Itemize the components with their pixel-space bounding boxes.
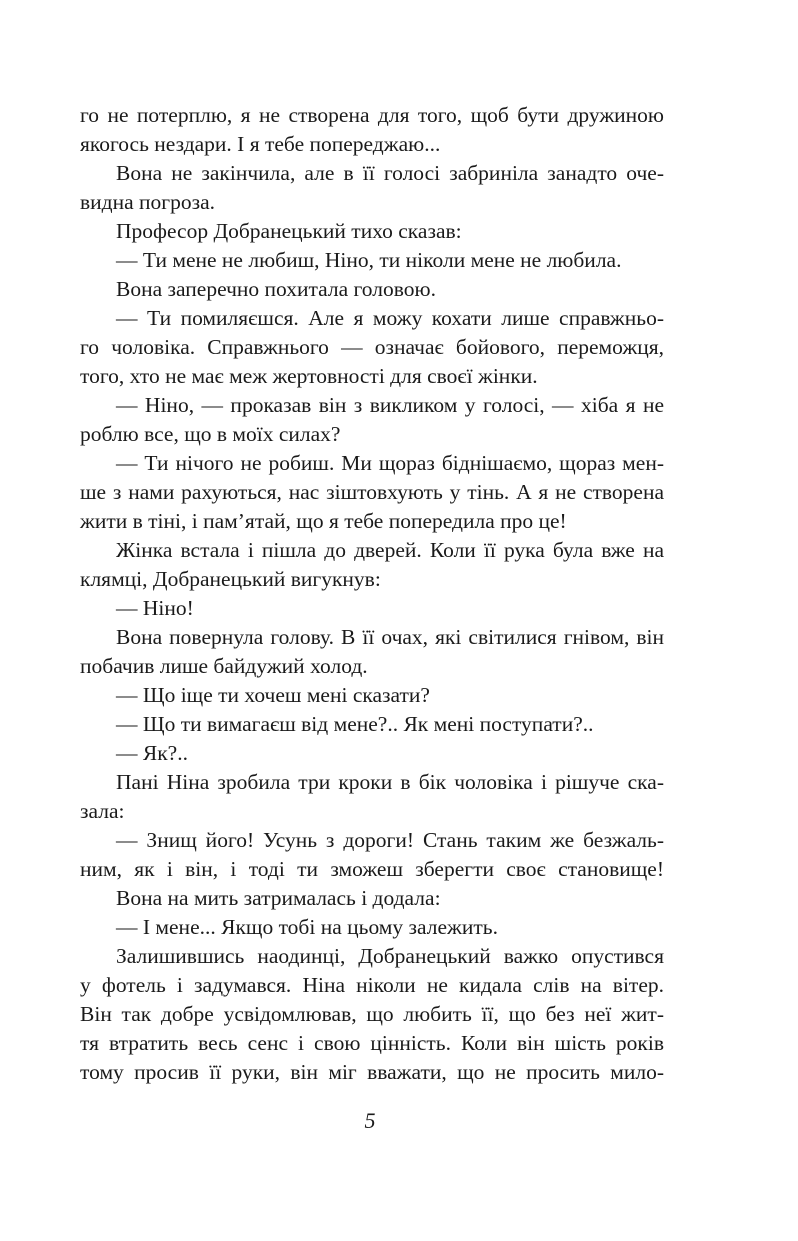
text-line: — І мене... Якщо тобі на цьому залежить. xyxy=(116,915,498,939)
text-line: Пані Ніна зробила три кроки в бік чоловіка і рішуче ска- xyxy=(116,770,664,794)
text-line: зала: xyxy=(80,799,125,823)
text-line: Жінка встала і пішла до дверей. Коли її рука була вже на xyxy=(116,538,664,562)
text-line: го не потерплю, я не створена для того, щоб бути дружиною xyxy=(80,103,664,127)
text-line: ше з нами рахуються, нас зіштовхують у тінь. А я не створена xyxy=(80,480,664,504)
text-line: тому просив її руки, він міг вважати, що не просить мило- xyxy=(80,1060,664,1084)
text-line: у фотель і задумався. Ніна ніколи не кидала слів на вітер. xyxy=(80,973,664,997)
text-line: видна погроза. xyxy=(80,190,216,214)
text-line: — Ти нічого не робиш. Ми щораз біднішаємо, щораз мен- xyxy=(116,451,664,475)
text-line: тя втратить весь сенс і свою цінність. Коли він шість років xyxy=(80,1031,664,1055)
text-line: Вона заперечно похитала головою. xyxy=(116,277,436,301)
text-line: Вона на мить затрималась і додала: xyxy=(116,886,441,910)
text-line: — Ніно, — проказав він з викликом у голосі, — хіба я не xyxy=(116,393,664,417)
text-line: — Як?.. xyxy=(116,741,188,765)
text-line: клямці, Добранецький вигукнув: xyxy=(80,567,381,591)
text-line: го чоловіка. Справжнього — означає бойового, переможця, xyxy=(80,335,664,359)
text-line: Професор Добранецький тихо сказав: xyxy=(116,219,462,243)
text-line: побачив лише байдужий холод. xyxy=(80,654,368,678)
text-line: ним, як і він, і тоді ти зможеш зберегти своє становище! xyxy=(80,857,664,881)
text-line: — Що ти вимагаєш від мене?.. Як мені поступати?.. xyxy=(116,712,594,736)
text-line: — Що іще ти хочеш мені сказати? xyxy=(116,683,430,707)
body-text xyxy=(80,101,664,1087)
text-line: того, хто не має меж жертовності для своєї жінки. xyxy=(80,364,538,388)
text-line: роблю все, що в моїх силах? xyxy=(80,422,341,446)
text-line: — Знищ його! Усунь з дороги! Стань таким же безжаль- xyxy=(116,828,664,852)
page-number: 5 xyxy=(364,1108,376,1133)
text-line: Вона повернула голову. В її очах, які світилися гнівом, він xyxy=(116,625,664,649)
text-line: — Ніно! xyxy=(116,596,194,620)
text-line: Він так добре усвідомлював, що любить її, що без неї жит- xyxy=(80,1002,664,1026)
text-line: — Ти помиляєшся. Але я можу кохати лише справжньо- xyxy=(116,306,664,330)
text-line: Вона не закінчила, але в її голосі забриніла занадто оче- xyxy=(116,161,664,185)
text-line: Залишившись наодинці, Добранецький важко опустився xyxy=(116,944,664,968)
text-line: — Ти мене не любиш, Ніно, ти ніколи мене не любила. xyxy=(116,248,622,272)
text-line: якогось нездари. І я тебе попереджаю... xyxy=(80,132,441,156)
text-line: жити в тіні, і пам’ятай, що я тебе попередила про це! xyxy=(80,509,567,533)
